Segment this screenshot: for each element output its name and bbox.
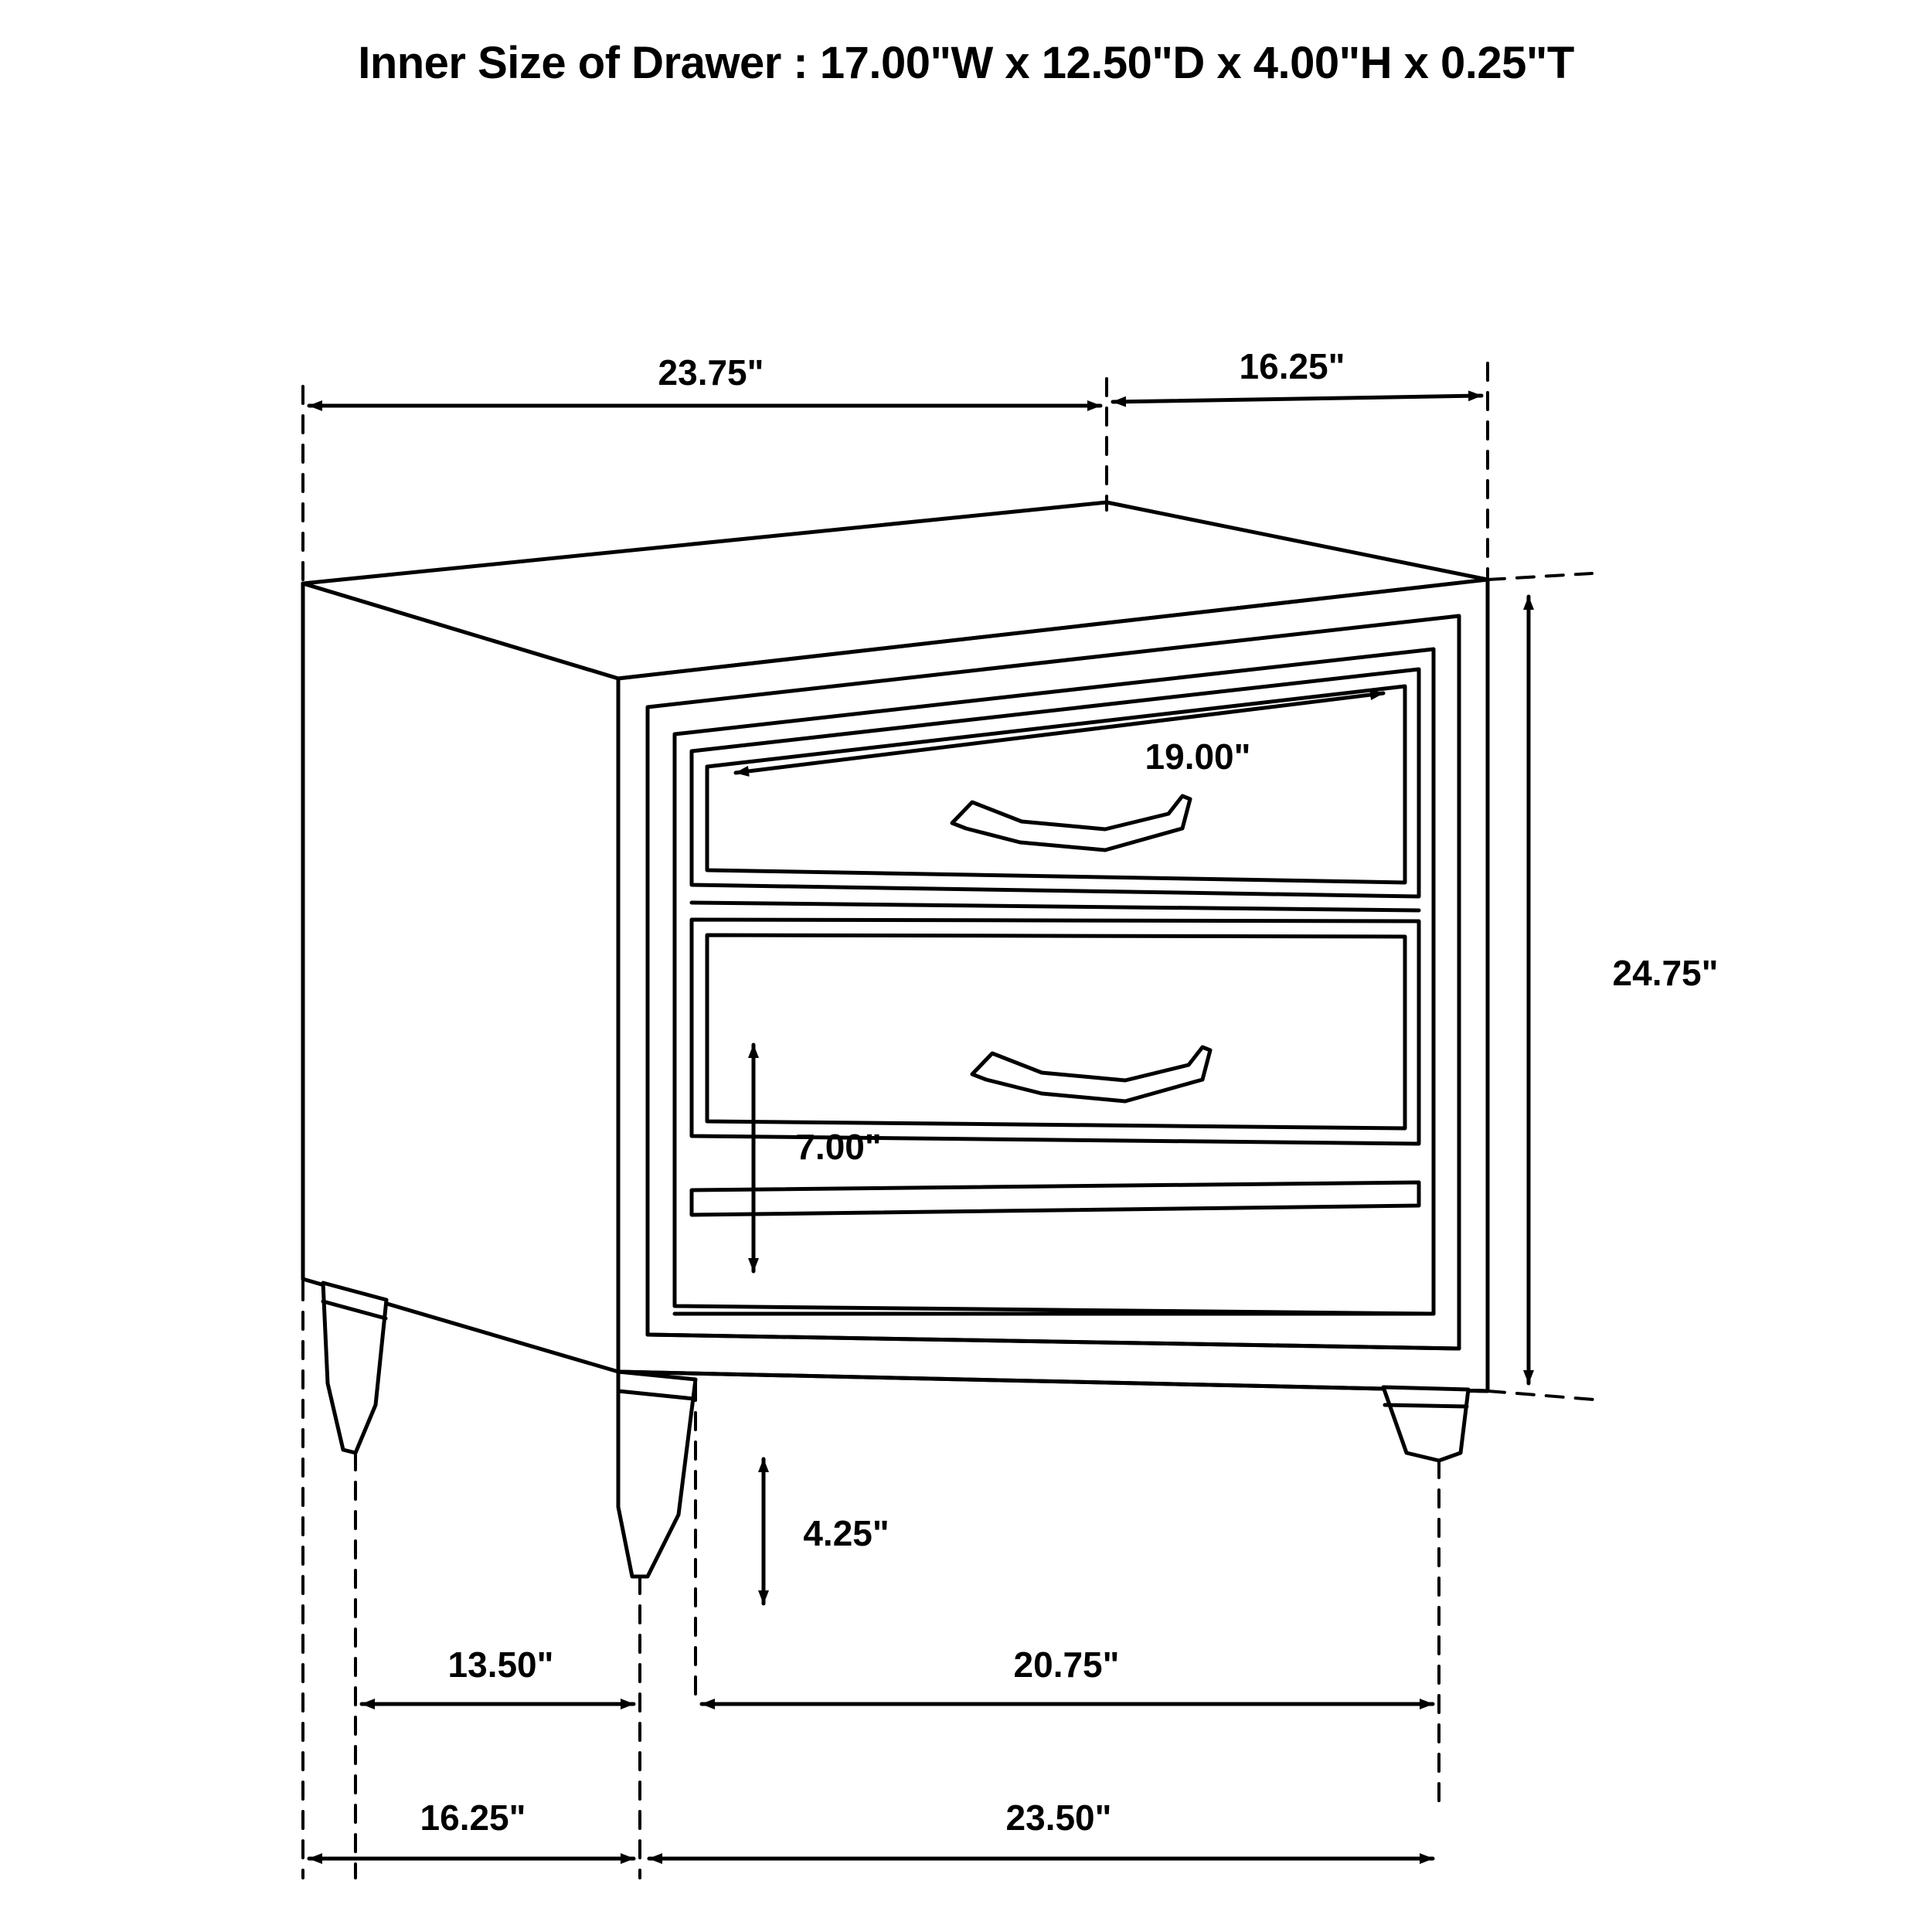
dim-label-overall-depth: 16.25" [420, 1798, 526, 1838]
dim-arrow-16-25-top [1113, 396, 1481, 402]
dim-label-drawer-height: 7.00" [795, 1127, 882, 1167]
leg-front-left [618, 1372, 696, 1577]
page-title: Inner Size of Drawer : 17.00"W x 12.50"D x 4.00"H x 0.25"T [358, 38, 1574, 88]
cabinet-left-side [303, 583, 618, 1372]
dim-label-leg-height: 4.25" [803, 1513, 889, 1553]
dim-label-overall-width: 23.50" [1005, 1798, 1112, 1838]
leg-front-right [1383, 1387, 1468, 1461]
dim-label-base-width: 20.75" [1013, 1645, 1120, 1685]
dim-label-top-width: 16.25" [1239, 346, 1345, 386]
leg-back-left [323, 1283, 386, 1453]
dim-label-drawer-width: 19.00" [1145, 736, 1251, 777]
dim-label-overall-height: 24.75" [1612, 953, 1719, 993]
drawer-lower [692, 920, 1419, 1144]
dim-label-base-depth: 13.50" [447, 1645, 554, 1685]
dim-label-top-depth: 23.75" [658, 352, 764, 393]
